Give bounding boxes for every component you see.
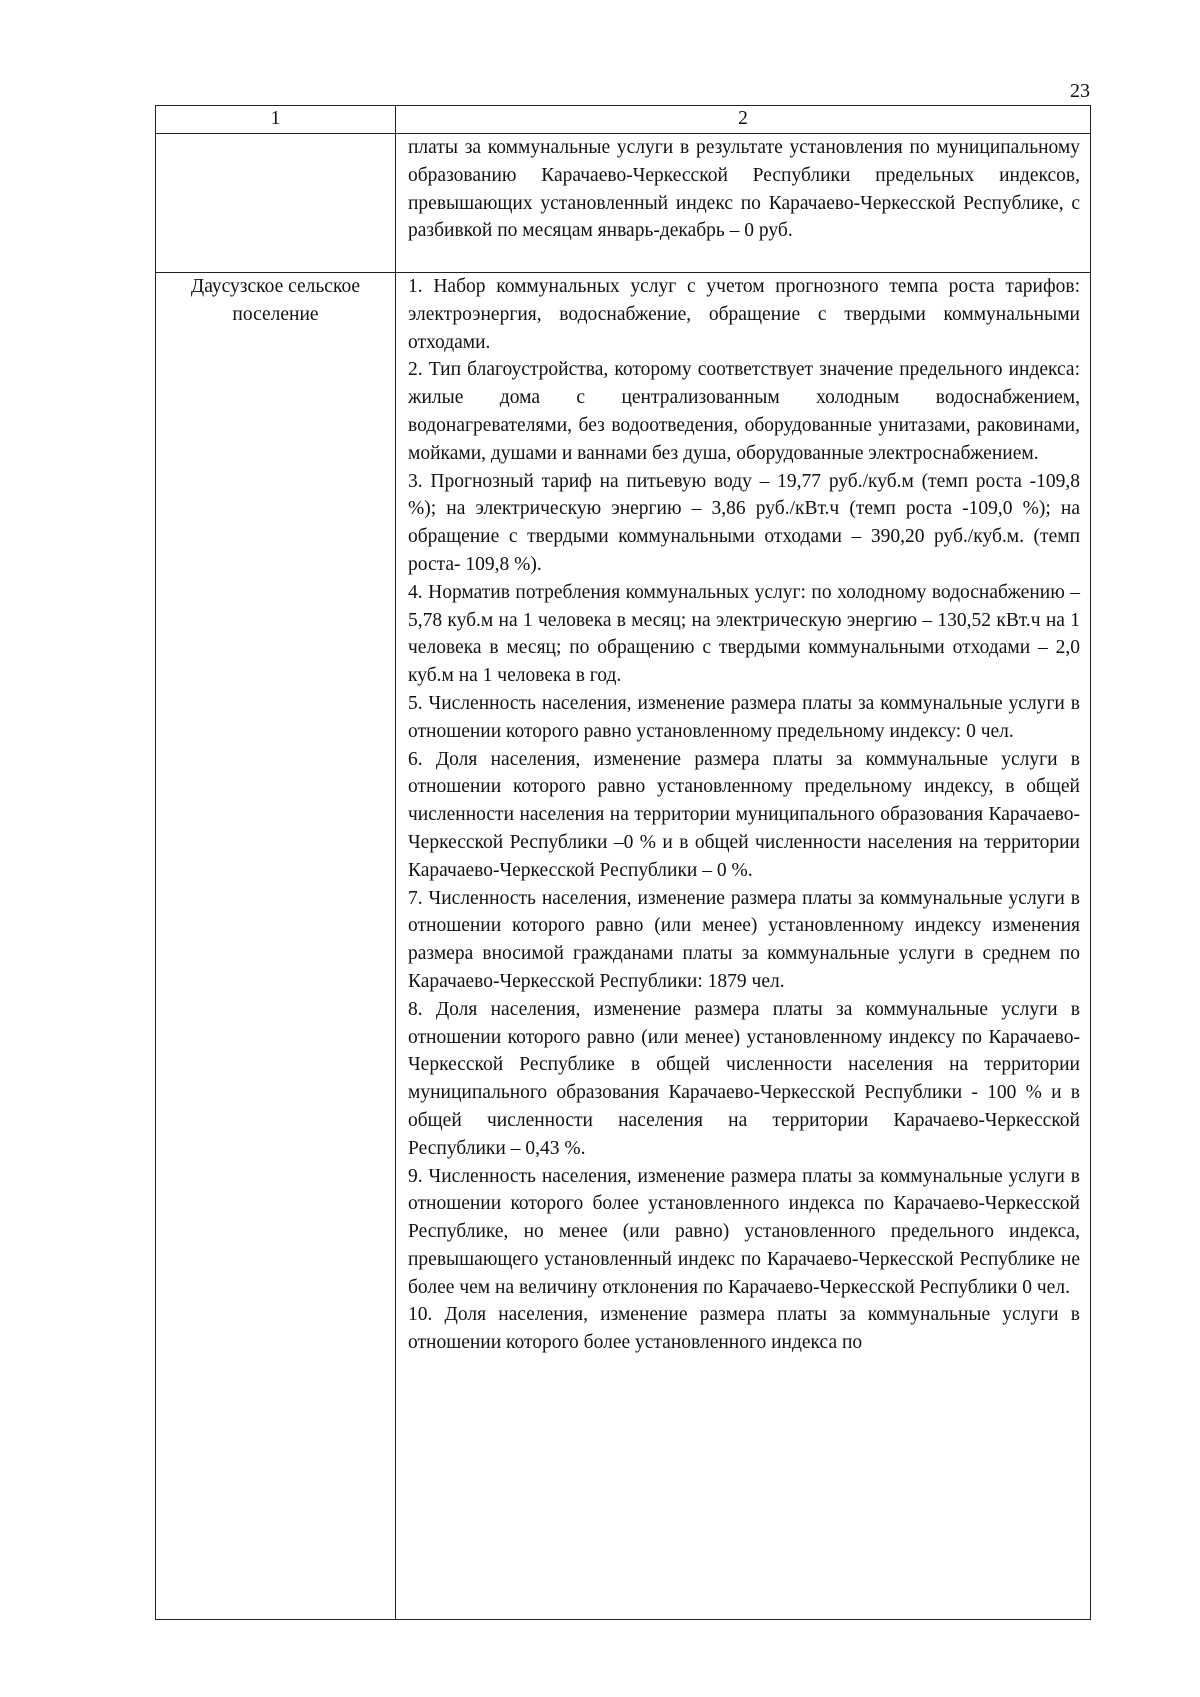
paragraph-1: 1. Набор коммунальных услуг с учетом прогнозного темпа роста тарифов: электроэнергия, водоснабжение, обращение с твердыми коммунальными отходами.: [408, 276, 1080, 353]
paragraph-3: 3. Прогнозный тариф на питьевую воду – 19,77 руб./куб.м (темп роста -109,8 %); на электрическую энергию – 3,86 руб./кВт.ч (темп роста -109,0 %); на обращение с твердыми коммунальными отходами – 390,20 руб./куб.м. (темп роста- 109,8 %).: [408, 470, 1080, 575]
paragraph-8: 8. Доля населения, изменение размера платы за коммунальные услуги в отношении которого равно (или менее) установленному индексу по Карачаево-Черкесской Республике в общей численности населения на территории муниципального образования Карачаево-Черкесской Республики - 100 % и в общей численности населения на территории Карачаево-Черкесской Республики – 0,43 %.: [408, 998, 1080, 1159]
paragraph-2: 2. Тип благоустройства, которому соответствует значение предельного индекса: жилые дома с централизованным холодным водоснабжением, водонагревателями, без водоотведения, оборудованные унитазами, раковинами, мойками, душами и ваннами без душа, оборудованные электроснабжением.: [408, 359, 1080, 464]
column-header-2: 2: [396, 106, 1091, 134]
settlement-name: Даусузское сельское поселение: [190, 276, 361, 325]
paragraph-4: 4. Норматив потребления коммунальных услуг: по холодному водоснабжению – 5,78 куб.м на 1 человека в месяц; на электрическую энергию – 130,52 кВт.ч на 1 человека в месяц; по обращению с твердыми коммунальными отходами – 2,0 куб.м на 1 человека в год.: [408, 581, 1080, 687]
paragraph-9: 9. Численность населения, изменение размера платы за коммунальные услуги в отношении которого более установленного индекса по Карачаево-Черкесской Республике, но менее (или равно) установленного предельного индекса, превышающего установленный индекс по Карачаево-Черкесской Республике не более чем на величину отклонения по Карачаево-Черкесской Республики 0 чел.: [408, 1165, 1080, 1298]
settlement-details-cell: [396, 273, 1091, 1620]
continuation-text: платы за коммунальные услуги в результате установления по муниципальному образованию Карачаево-Черкесской Республики предельных индексов, превышающих установленный индекс по Карачаево-Черкесской Республике, с разбивкой по месяцам январь-декабрь – 0 руб.: [408, 137, 1080, 242]
column-header-1: 1: [156, 106, 396, 134]
paragraph-7: 7. Численность населения, изменение размера платы за коммунальные услуги в отношении которого равно (или менее) установленному индексу изменения размера вносимой гражданами платы за коммунальные услуги в среднем по Карачаево-Черкесской Республики: 1879 чел.: [408, 887, 1080, 992]
document-table: [155, 105, 1091, 1620]
settlement-name-cell: [156, 273, 396, 1620]
continuation-cell: [396, 134, 1091, 273]
page-number: 23: [1070, 80, 1090, 102]
paragraph-10: 10. Доля населения, изменение размера платы за коммунальные услуги в отношении которого более установленного индекса по: [408, 1304, 1080, 1354]
empty-cell: [156, 134, 396, 273]
paragraph-5: 5. Численность населения, изменение размера платы за коммунальные услуги в отношении которого равно установленному предельному индексу: 0 чел.: [408, 692, 1080, 742]
table-row-continuation: [156, 134, 1091, 273]
settlement-details: [396, 273, 1090, 1357]
paragraph-6: 6. Доля населения, изменение размера платы за коммунальные услуги в отношении которого равно установленному предельному индексу, в общей численности населения на территории муниципального образования Карачаево-Черкесской Республики –0 % и в общей численности населения на территории Карачаево-Черкесской Республики – 0 %.: [408, 748, 1080, 881]
table-header-row: [156, 106, 1091, 134]
table-row-settlement: [156, 273, 1091, 1620]
